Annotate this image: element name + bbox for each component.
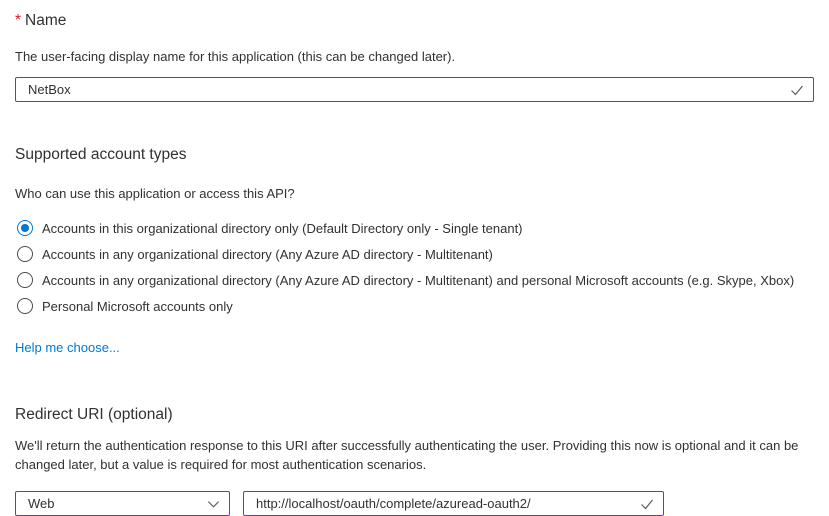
radio-option-multitenant[interactable] (15, 241, 814, 267)
chevron-down-icon (206, 496, 221, 511)
redirect-uri-input-wrap (243, 491, 664, 516)
account-types-question: Who can use this application or access this API? (15, 186, 295, 201)
radio-button-icon[interactable] (17, 298, 33, 314)
name-description: The user-facing display name for this application (this can be changed later). (15, 49, 456, 64)
radio-option-label: Accounts in any organizational directory (Any Azure AD directory - Multitenant) and personal Microsoft accounts (e.g. Skype, Xbox) (42, 272, 795, 288)
platform-select[interactable] (15, 491, 230, 516)
name-section-title (15, 0, 814, 31)
redirect-uri-input[interactable] (243, 491, 664, 516)
help-me-choose-link[interactable]: Help me choose... (15, 340, 120, 355)
radio-option-multitenant-personal[interactable] (15, 267, 814, 293)
platform-select-value: Web (28, 496, 55, 511)
radio-option-label: Personal Microsoft accounts only (42, 298, 233, 314)
radio-button-icon[interactable] (17, 220, 33, 236)
radio-option-label: Accounts in any organizational directory (Any Azure AD directory - Multitenant) (42, 246, 493, 262)
account-types-radio-group (15, 215, 814, 319)
redirect-uri-row (15, 491, 814, 516)
radio-option-single-tenant[interactable] (15, 215, 814, 241)
radio-button-icon[interactable] (17, 246, 33, 262)
name-input[interactable] (15, 77, 814, 102)
radio-option-personal-only[interactable] (15, 293, 814, 319)
account-types-section-title: Supported account types (15, 146, 187, 163)
radio-option-label: Accounts in this organizational directory only (Default Directory only - Single tenant) (42, 220, 523, 236)
name-section-title-text: Name (25, 12, 67, 29)
required-asterisk: * (15, 12, 22, 29)
redirect-uri-section-title: Redirect URI (optional) (15, 406, 173, 423)
radio-button-icon[interactable] (17, 272, 33, 288)
name-input-wrap (15, 77, 814, 102)
redirect-uri-description: We'll return the authentication response to this URI after successfully authenticating the user. Providing this now is optional and it can be changed later, but a value is required for most authentication scenarios. (15, 438, 799, 472)
